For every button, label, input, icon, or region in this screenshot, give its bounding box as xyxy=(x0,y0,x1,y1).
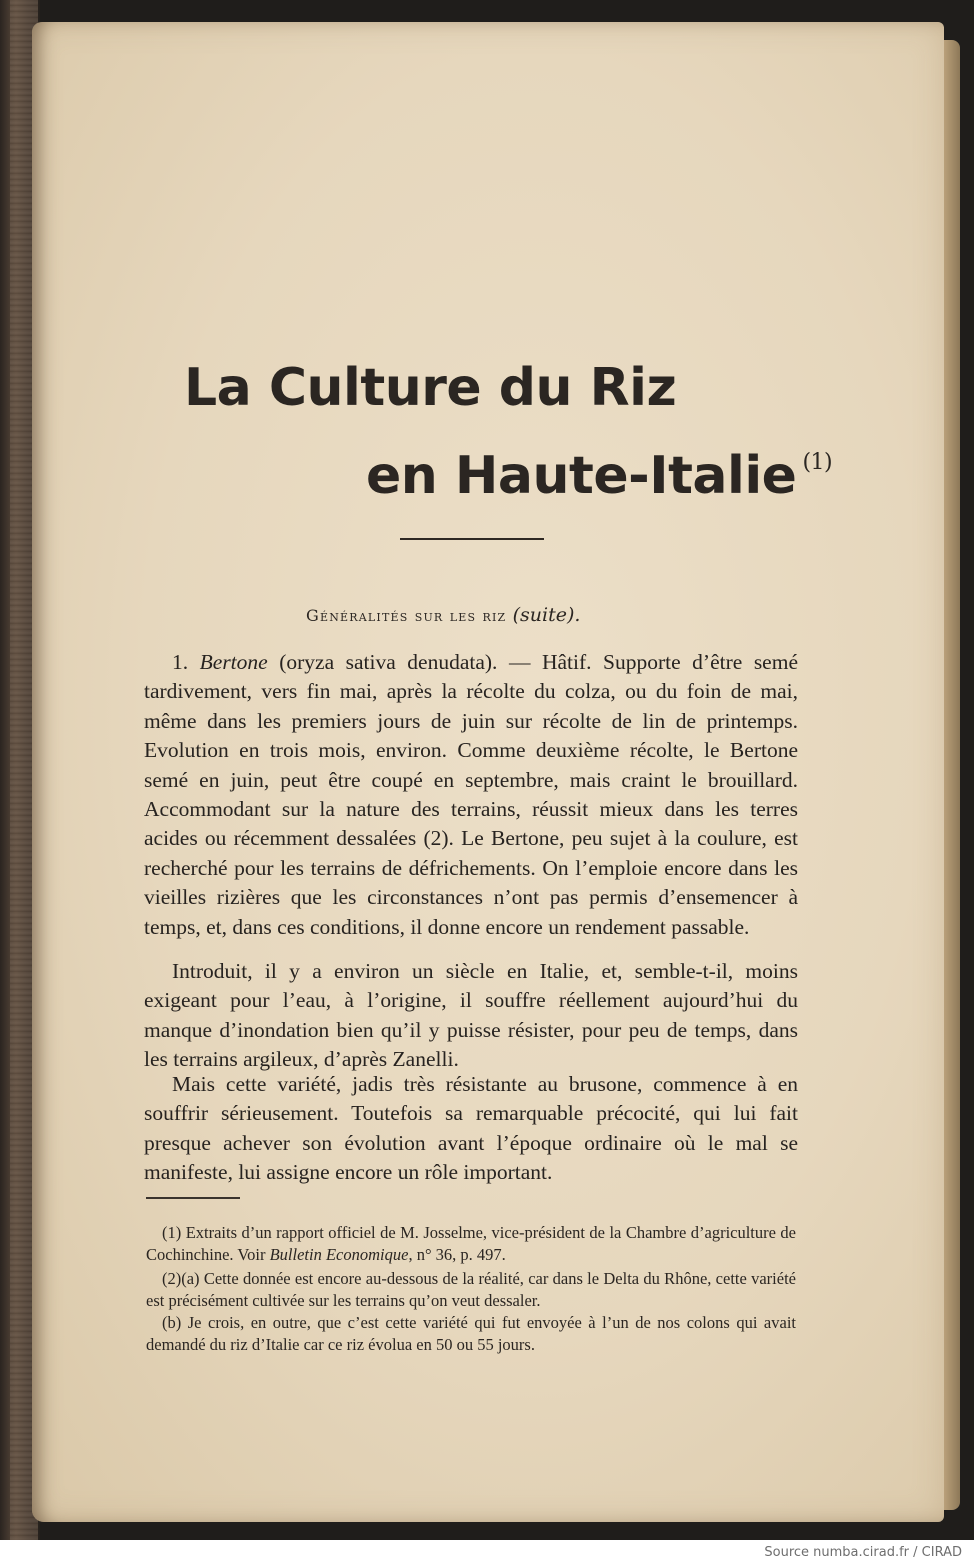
section-heading xyxy=(306,604,580,626)
title-line-2-text: en Haute-Italie xyxy=(366,446,797,506)
title-line-1: La Culture du Riz xyxy=(184,358,677,418)
footnote-1-text: (1) Extraits d’un rapport officiel de M. Josselme, vice-président de la Chambre d’agriculture de Cochinchine. Voir xyxy=(146,1223,796,1264)
footnote-2b: (b) Je crois, en outre, que c’est cette variété qui fut envoyée à l’un de nos colons qui avait demandé du riz d’Italie car ce riz évolua en 50 ou 55 jours. xyxy=(146,1313,796,1354)
paragraph-2: Introduit, il y a environ un siècle en Italie, et, semble-t-il, moins exigeant pour l’eau, à l’origine, il souffre réellement aujourd’hui du manque d’inondation bien qu’il y puisse résister, pour peu de temps, dans les terrains argileux, d’après Zanelli. xyxy=(144,959,798,1072)
title-line-2 xyxy=(366,446,832,506)
title-footnote-ref: (1) xyxy=(802,450,833,475)
paragraph-1 xyxy=(144,648,798,942)
variety-name: Bertone xyxy=(199,650,268,674)
footnote-1-ref: , n° 36, p. 497. xyxy=(408,1245,506,1264)
footnote-1 xyxy=(146,1222,796,1266)
paragraph-1-text: (oryza sativa denudata). — Hâtif. Supporte d’être semé tardivement, vers fin mai, après la récolte du colza, ou du foin de mai, même dans les premiers jours de juin sur récolte de lin de printemps. Evolution en trois mois, environ. Comme deuxième récolte, le Bertone semé en juin, peut être coupé en septembre, mais craint le brouillard. Accommodant sur la nature des terrains, réussit mieux dans les terres acides ou récemment dessalées (2). Le Bertone, peu sujet à la coulure, est recherché pour les terrains de défrichements. On l’emploie encore dans les vieilles rizières que les circonstances n’ont pas permis d’ensemencer à temps, et, dans ces conditions, il donne encore un rendement passable. xyxy=(144,650,798,939)
footnote-2a: (2)(a) Cette donnée est encore au-dessous de la réalité, car dans le Delta du Rhône, cette variété est précisément cultivée sur les terrains qu’on veut dessaler. xyxy=(146,1269,796,1310)
source-credit: Source numba.cirad.fr / CIRAD xyxy=(764,1545,962,1560)
section-heading-text: Généralités sur les riz xyxy=(306,606,507,625)
footnote-1-publication: Bulletin Economique xyxy=(269,1245,409,1264)
paragraph-1-number: 1. xyxy=(172,650,189,674)
paragraph-3: Mais cette variété, jadis très résistante au brusone, commence à en souffrir sérieusement. Toutefois sa remarquable précocité, qui lui fait presque achever son évolution avant l’époque ordinaire où le mal se manifeste, lui assigne encore un rôle important. xyxy=(144,1072,798,1185)
section-heading-suffix: (suite). xyxy=(512,604,581,626)
footnote-rule xyxy=(146,1197,240,1199)
title-rule xyxy=(400,538,544,540)
